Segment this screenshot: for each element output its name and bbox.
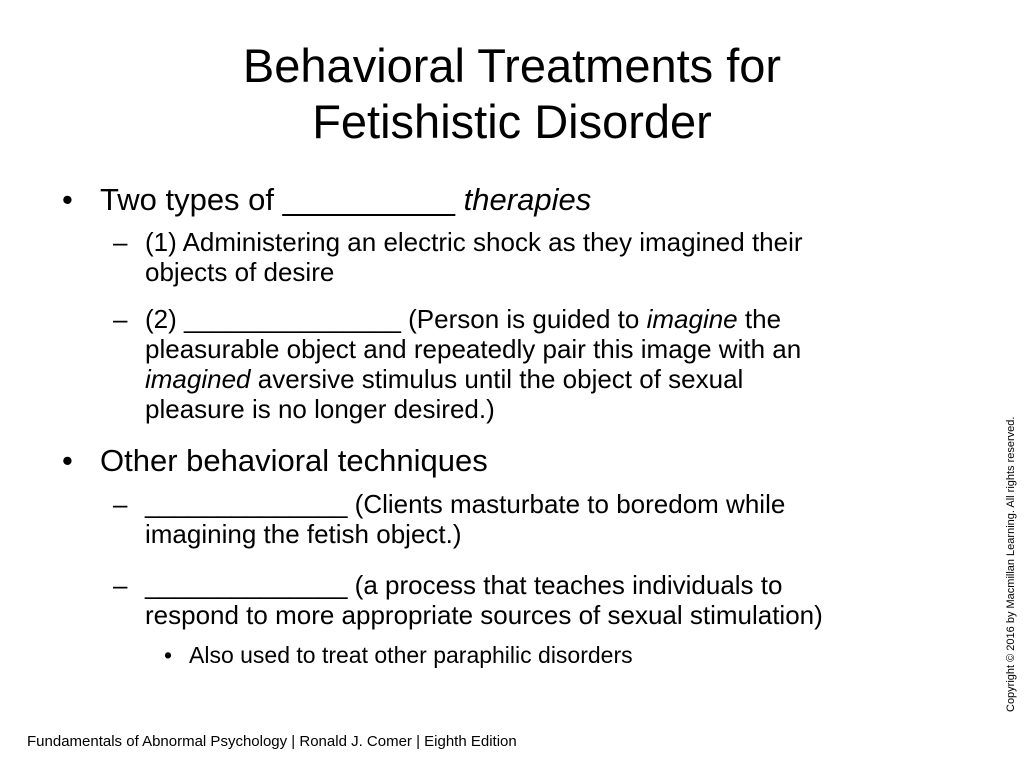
sub-bullet-line: pleasurable object and repeatedly pair this image with an — [145, 334, 802, 364]
sub-bullet-text — [145, 570, 965, 630]
text-emphasis: imagined — [145, 364, 251, 394]
sub-bullet-line: imagining the fetish object.) — [145, 519, 462, 549]
dash-marker: – — [113, 489, 128, 519]
dash-marker: – — [113, 304, 128, 334]
dash-marker: – — [113, 227, 128, 257]
bullet-marker: • — [62, 182, 73, 217]
slide-title-line-1: Behavioral Treatments for — [242, 39, 782, 92]
sub-bullet-line: objects of desire — [145, 257, 335, 287]
bullet-marker: • — [164, 642, 173, 668]
sub-bullet-text — [145, 304, 965, 424]
copyright-notice: Copyright © 2016 by Macmillan Learning. All rights reserved. — [1005, 416, 1017, 712]
slide-title-line-2: Fetishistic Disorder — [312, 95, 712, 148]
sub-bullet-line: ______________ (a process that teaches individuals to — [145, 570, 783, 600]
slide-title — [0, 38, 1024, 150]
sub-bullet-line — [145, 364, 965, 394]
sub-sub-bullet-text: Also used to treat other paraphilic disorders — [189, 642, 633, 668]
footer-citation: Fundamentals of Abnormal Psychology | Ronald J. Comer | Eighth Edition — [27, 733, 517, 750]
sub-bullet-line: (1) Administering an electric shock as they imagined their — [145, 227, 803, 257]
bullet-text-part: Two types of __________ — [100, 182, 464, 217]
sub-bullet-line — [145, 304, 965, 334]
bullet-marker: • — [62, 443, 73, 478]
bullet-text — [100, 183, 591, 217]
text-emphasis: imagine — [646, 304, 738, 334]
sub-bullet-line: ______________ (Clients masturbate to boredom while — [145, 489, 786, 519]
bullet-text: Other behavioral techniques — [100, 443, 488, 478]
text-part: aversive stimulus until the object of sexual — [250, 364, 744, 394]
bullet-text-emphasis: therapies — [463, 182, 592, 217]
dash-marker: – — [113, 570, 128, 600]
text-part: (2) _______________ (Person is guided to — [145, 304, 647, 334]
sub-bullet-line: pleasure is no longer desired.) — [145, 394, 495, 424]
text-part: the — [737, 304, 782, 334]
sub-bullet-text — [145, 227, 965, 287]
sub-bullet-line: respond to more appropriate sources of sexual stimulation) — [145, 600, 823, 630]
sub-bullet-text — [145, 489, 965, 549]
